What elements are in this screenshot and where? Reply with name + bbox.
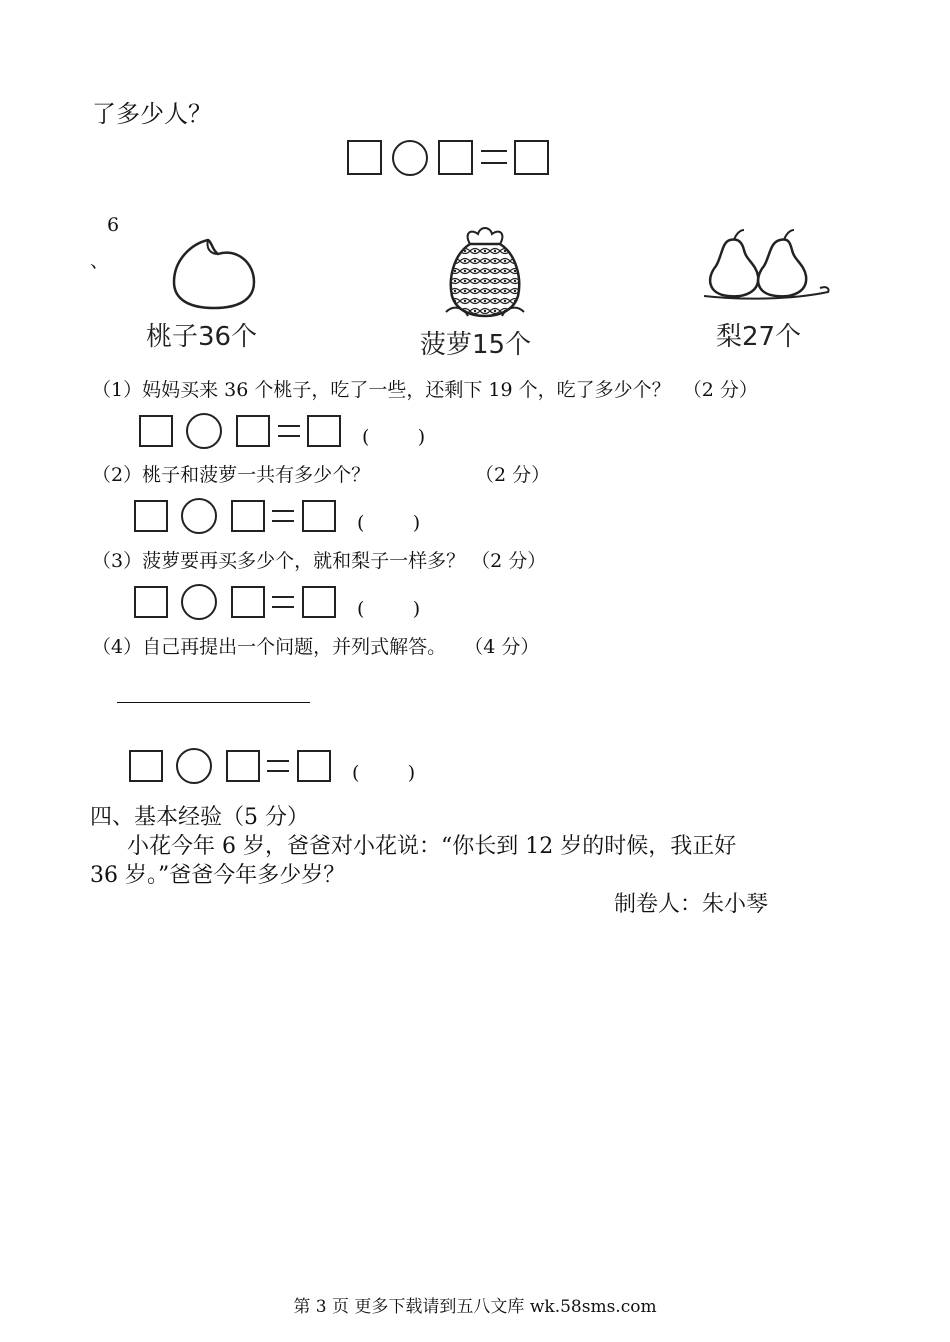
operator-circle[interactable]	[186, 413, 222, 449]
equals-sign	[272, 510, 294, 522]
question-1	[92, 375, 758, 402]
question-number-mark: 、	[90, 250, 110, 272]
question-4	[92, 632, 539, 659]
answer-box[interactable]	[307, 415, 341, 447]
pineapple-icon	[440, 226, 530, 320]
problem-text-line-2: 36 岁。”爸爸今年多少岁？	[90, 863, 346, 888]
peach-icon	[166, 236, 262, 314]
answer-box[interactable]	[226, 750, 260, 782]
answer-box[interactable]	[231, 500, 265, 532]
answer-box[interactable]	[302, 500, 336, 532]
answer-box[interactable]	[231, 586, 265, 618]
answer-box[interactable]	[236, 415, 270, 447]
section-heading: 四、基本经验（5 分）	[90, 805, 309, 830]
equals-sign	[481, 150, 507, 164]
question-2	[92, 460, 370, 487]
answer-box[interactable]	[438, 140, 473, 175]
unit-parentheses[interactable]: ( )	[357, 598, 421, 620]
answer-box[interactable]	[514, 140, 549, 175]
equals-sign	[267, 760, 289, 772]
question-2-text: （2）桃子和菠萝一共有多少个？	[92, 464, 371, 486]
question-writing-line[interactable]	[117, 702, 310, 703]
question-1-text: （1）妈妈买来 36 个桃子，吃了一些，还剩下 19 个，吃了多少个？	[92, 379, 671, 401]
question-1-points: （2 分）	[682, 379, 758, 401]
peach-label: 桃子36个	[146, 322, 258, 352]
operator-circle[interactable]	[176, 748, 212, 784]
unit-parentheses[interactable]: ( )	[357, 512, 421, 534]
equals-sign	[278, 425, 300, 437]
question-2-points: （2 分）	[475, 464, 551, 486]
equals-sign	[272, 596, 294, 608]
question-number: 6	[107, 214, 120, 236]
answer-box[interactable]	[134, 500, 168, 532]
pears-icon	[700, 226, 832, 302]
question-3-text: （3）菠萝要再买多少个，就和梨子一样多？	[92, 550, 466, 572]
question-4-points: （4 分）	[464, 636, 540, 658]
operator-circle[interactable]	[181, 498, 217, 534]
operator-circle[interactable]	[181, 584, 217, 620]
author-credit: 制卷人：朱小琴	[614, 892, 769, 917]
question-continuation: 了多少人？	[92, 100, 212, 128]
answer-box[interactable]	[347, 140, 382, 175]
problem-text-line-1: 小花今年 6 岁，爸爸对小花说：“你长到 12 岁的时候，我正好	[127, 834, 737, 859]
answer-box[interactable]	[302, 586, 336, 618]
pear-label: 梨27个	[716, 322, 802, 352]
unit-parentheses[interactable]: ( )	[352, 762, 416, 784]
answer-box[interactable]	[134, 586, 168, 618]
question-3-points: （2 分）	[471, 550, 547, 572]
pineapple-label: 菠萝15个	[420, 330, 532, 360]
answer-box[interactable]	[139, 415, 173, 447]
question-3	[92, 546, 546, 573]
page-footer: 第 3 页 更多下载请到五八文库 wk.58sms.com	[293, 1297, 657, 1317]
answer-box[interactable]	[297, 750, 331, 782]
question-4-text: （4）自己再提出一个问题，并列式解答。	[92, 636, 447, 658]
operator-circle[interactable]	[392, 140, 428, 176]
answer-box[interactable]	[129, 750, 163, 782]
unit-parentheses[interactable]: ( )	[362, 426, 426, 448]
